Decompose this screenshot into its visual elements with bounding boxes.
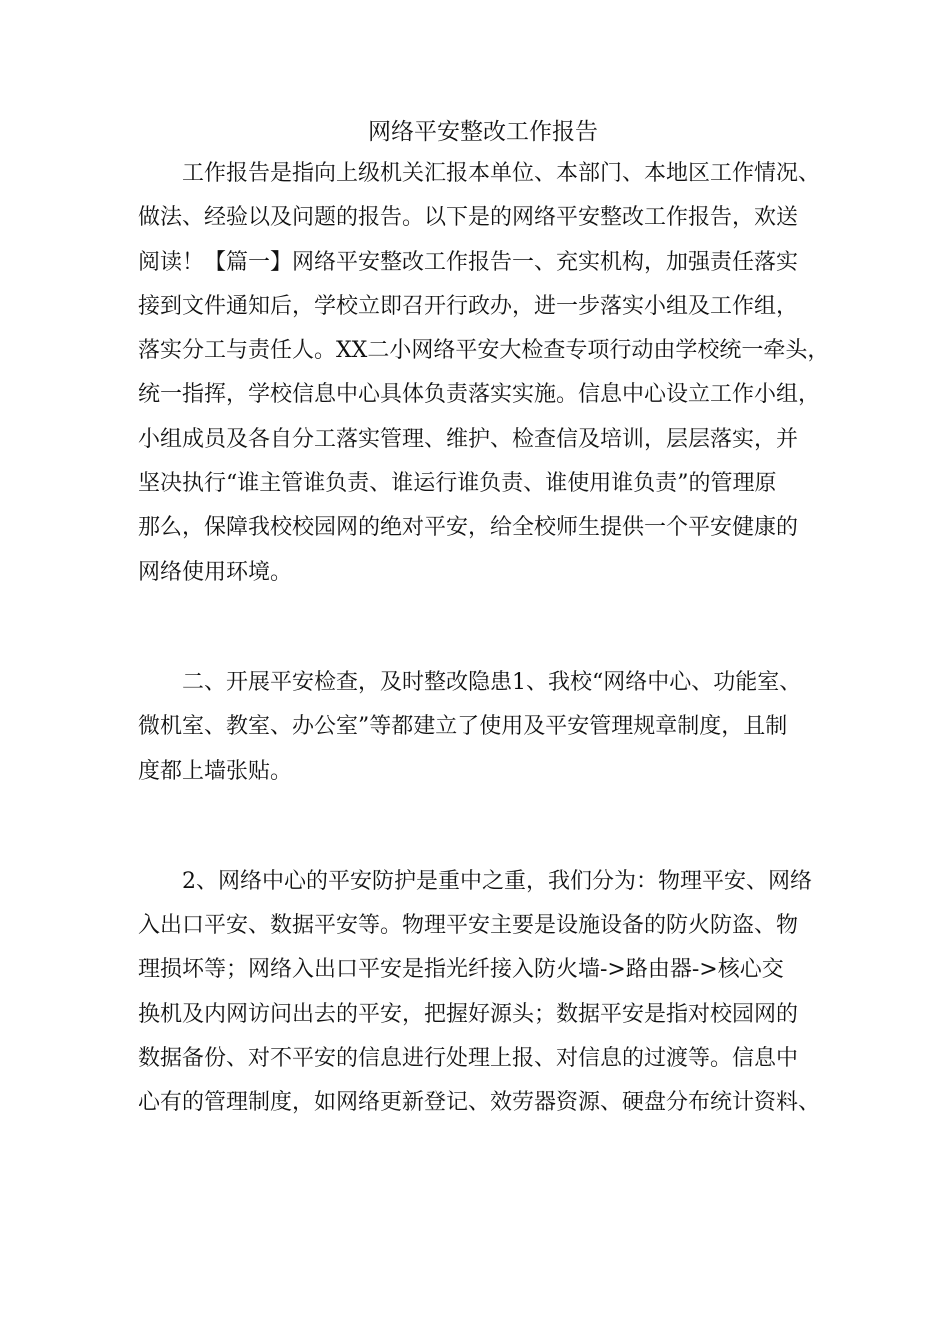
text-line: 坚决执行“谁主管谁负责、谁运行谁负责、谁使用谁负责”的管理原: [138, 471, 777, 497]
text-line: 落实分工与责任人。XX二小网络平安大检查专项行动由学校统一牵头，: [138, 338, 830, 364]
text-line: 数据备份、对不平安的信息进行处理上报、对信息的过渡等。信息中: [138, 1046, 799, 1072]
paragraph-spacer: [138, 595, 828, 661]
text-line: 心有的管理制度，如网络更新登记、效劳器资源、硬盘分布统计资料、: [138, 1090, 821, 1116]
text-line: 统一指挥，学校信息中心具体负责落实实施。信息中心设立工作小组，: [138, 382, 821, 408]
text-line: 那么，保障我校校园网的绝对平安，给全校师生提供一个平安健康的: [138, 515, 799, 541]
text-line: 入出口平安、数据平安等。物理平安主要是设施设备的防火防盗、物: [138, 913, 799, 939]
text-line: 2、网络中心的平安防护是重中之重，我们分为：物理平安、网络: [138, 868, 812, 894]
text-line: 换机及内网访问出去的平安，把握好源头；数据平安是指对校园网的: [138, 1001, 799, 1027]
text-line: 阅读！【篇一】网络平安整改工作报告一、充实机构，加强责任落实: [138, 249, 799, 275]
text-line: 做法、经验以及问题的报告。以下是的网络平安整改工作报告，欢送: [138, 205, 799, 231]
text-line: 接到文件通知后，学校立即召开行政办，进一步落实小组及工作组，: [138, 293, 799, 319]
paragraph-network-center: [138, 860, 828, 1126]
paragraph-intro: [138, 152, 828, 595]
text-line: 网络使用环境。: [138, 559, 293, 585]
document-title: 网络平安整改工作报告: [368, 119, 598, 145]
paragraph-spacer: [138, 794, 828, 860]
text-line: 工作报告是指向上级机关汇报本单位、本部门、本地区工作情况、: [138, 161, 821, 186]
text-line: 二、开展平安检查，及时整改隐患1、我校“网络中心、功能室、: [138, 669, 802, 695]
document-page: [138, 112, 828, 1126]
paragraph-section-two: [138, 661, 828, 794]
text-line: 理损坏等；网络入出口平安是指光纤接入防火墙->路由器->核心交: [138, 957, 784, 983]
text-line: 小组成员及各自分工落实管理、维护、检查信及培训，层层落实，并: [138, 426, 799, 452]
text-line: 微机室、教室、办公室”等都建立了使用及平安管理规章制度，且制: [138, 714, 788, 740]
text-line: 度都上墙张贴。: [138, 758, 293, 784]
